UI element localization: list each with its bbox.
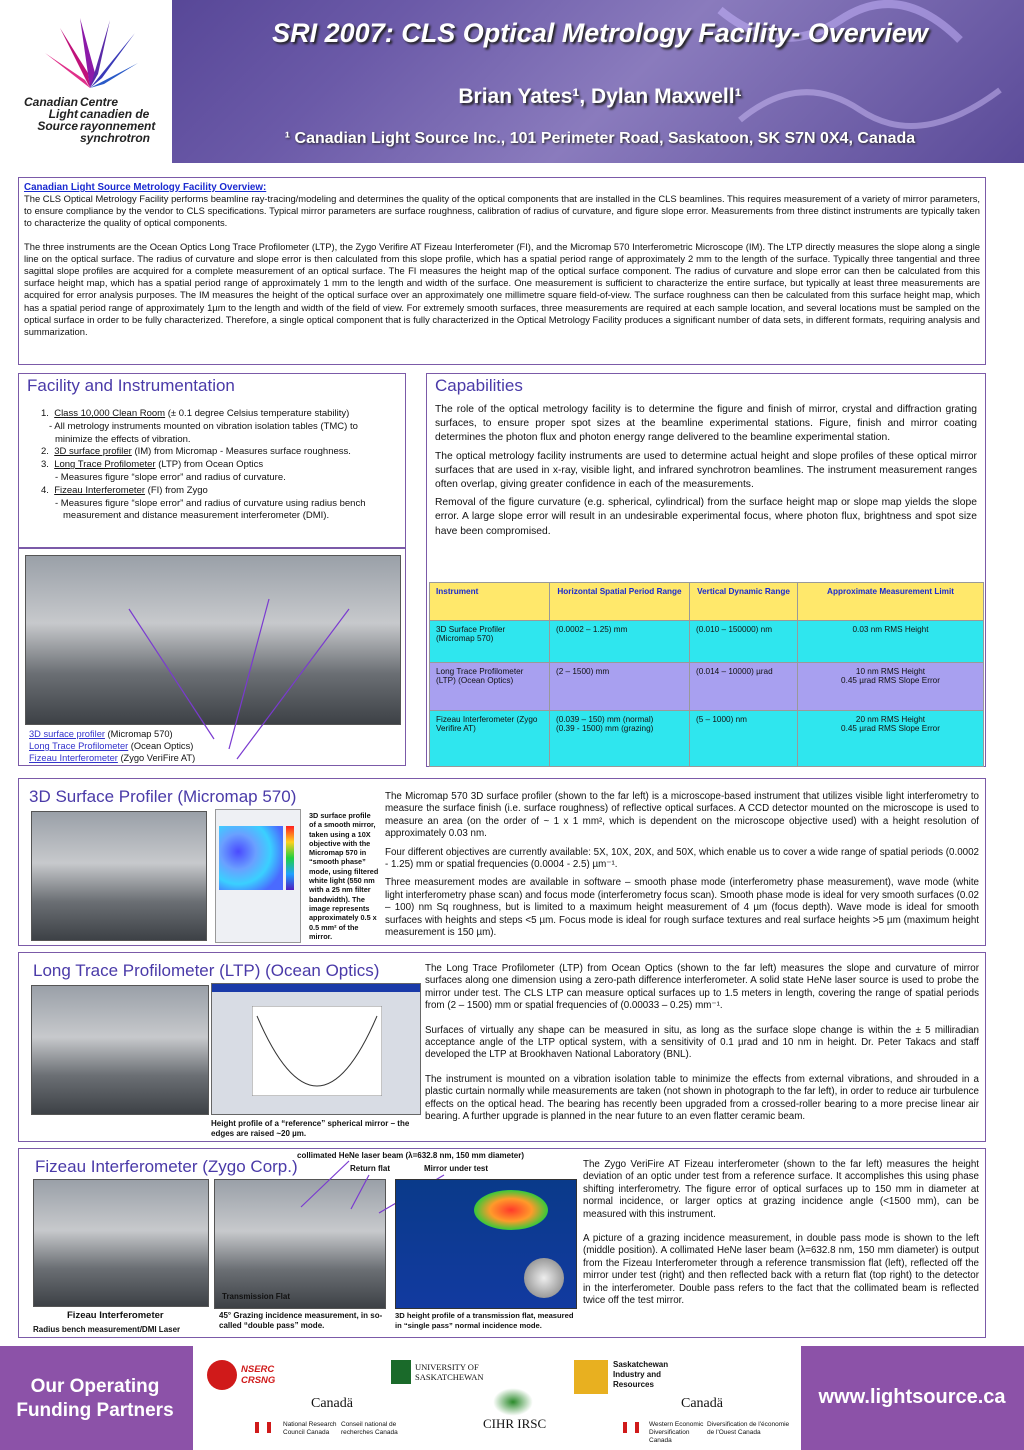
fizeau-paragraph-1: The Zygo VeriFire AT Fizeau interferometer (shown to the far left) measures the height deviation of an optic under test from a reference surface. It accomplishes this using phase shifting interferometry. The figure error of optical surfaces up to 150 mm in diameter at normal incidence, or larger optics at grazing incidence angle (<1500 mm), can be measured with this instrument. — [583, 1159, 979, 1220]
ltp-heading: Long Trace Profilometer (LTP) (Ocean Optics) — [33, 961, 380, 980]
sask-text: Saskatchewan Industry and Resources — [613, 1360, 669, 1389]
limit-slope: 0.45 µrad RMS Slope Error — [841, 724, 940, 733]
range-normal: (0.039 – 150) mm (normal) — [556, 715, 654, 724]
height-profile-chart — [252, 1006, 382, 1096]
capabilities-paragraph-2: The optical metrology facility instruments are used to determine actual height and slope profiles of these optical mirror surfaces that are used in x-ray, visible light, and infrared synchrotron beamlines. The instrument measurement ranges often overlap, giving greater confidence in each of the measurements. — [435, 450, 977, 491]
window-titlebar — [212, 984, 420, 992]
overview-paragraph-1: The CLS Optical Metrology Facility performs beamline ray-tracing/modeling and determines the quality of the optical components that are installed in the CLS beamlines. This requires measurement of a variety of mirror parameters, to ensure compliance by the vendor to CLS specifications. Typical mirror parameters are surface roughness, calibration of radius of curvature, and figure slope error. Measurements from three distinct instruments are typically taken to characterize the quality of optical components. — [24, 193, 980, 229]
facility-heading: Facility and Instrumentation — [27, 376, 235, 395]
micromap-photo — [31, 811, 207, 941]
caption-fizeau-link[interactable]: Fizeau Interferometer — [29, 753, 118, 763]
profiler-panel — [18, 778, 986, 946]
table-cell: Long Trace Profilometer (LTP) (Ocean Optics) — [430, 663, 550, 711]
col-instrument: Instrument — [430, 583, 550, 621]
nserc-logo-icon — [207, 1360, 237, 1390]
wed-text: Western Economic Diversification Canada — [649, 1421, 704, 1444]
table-cell — [550, 711, 690, 767]
interferometer-software-screenshot — [395, 1179, 577, 1309]
col-horizontal: Horizontal Spatial Period Range — [550, 583, 690, 621]
affiliation: ¹ Canadian Light Source Inc., 101 Perimeter Road, Saskatoon, SK S7N 0X4, Canada — [284, 130, 916, 147]
capabilities-paragraph-3: Removal of the figure curvature (e.g. spherical, cylindrical) from the surface height map or slope map yields the slope error. A large slope error will result in an undesirable experimental focus, where photon flux, brightness and spot size have been compromised. — [435, 497, 977, 537]
ltp-paragraph-1: The Long Trace Profilometer (LTP) from Ocean Optics (shown to the far left) measures the slope and curvature of mirror surfaces along one dimension using a zero-path difference interferometer. A solid state HeNe laser source is used to probe the mirror under test. The CLS LTP can measure optical surfaces up to 1.5 meters in length, covering the range of spatial periods from (2 – 1500) mm or spatial frequencies of (0.00033 – 0.25) mm⁻¹. — [425, 963, 979, 1012]
table-cell: (2 – 1500) mm — [550, 663, 690, 711]
ltp-paragraph-2: Surfaces of virtually any shape can be measured in situ, as long as the surface slope change is within the ± 5 milliradian acceptance angle of the LTP optical system, with a sensitivity of 0.1 µrad and 10 nm in height. Dr. Peter Takacs and staff developed the LTP at Brookhaven National Laboratory (BNL). — [425, 1024, 979, 1061]
caption-ltp-link[interactable]: Long Trace Profilometer — [29, 741, 129, 751]
profiler-paragraph-2: Four different objectives are currently available: 5X, 10X, 20X, and 50X, which enable us to cover a wide range of spatial periods (0.0002 - 1.25) mm or spatial frequencies (0.0004 - 2.5) µm⁻¹. — [385, 846, 979, 871]
profiler-heading: 3D Surface Profiler (Micromap 570) — [29, 787, 297, 806]
facility-panel: Facility and Instrumentation 1. Class 10,000 Clean Room (± 0.1 degree Celsius temperature stability) - All metrology instruments mounted on vibration isolation tables (TMC) to minimize the effects of vibration. 2. 3D surface profiler (IM) from Micromap - Measures surface roughness. 3. Long Trace Profilometer (LTP) from Ocean Optics - Measures figure “slope error” and radius of curvature. 4. Fizeau Interferometer (FI) from Zygo - Measures figure “slope error” and radius of curvature using radius bench measurement and distance measurement interferometer (DMI). — [18, 373, 406, 548]
surface-map-caption: 3D surface profile of a smooth mirror, taken using a 10X objective with the Micromap 570 in “smooth phase” mode, using filtered white light (550 nm with a 25 nm filter bandwidth). The image represents approximately 0.5 x 0.5 mm² of the mirror. — [309, 811, 379, 941]
fizeau-panel — [18, 1148, 986, 1338]
usask-crest-icon — [391, 1360, 411, 1384]
canada-wordmark-2: Canadä — [681, 1396, 723, 1411]
profiler-paragraph-1: The Micromap 570 3D surface profiler (shown to the far left) is a microscope-based instrument that utilizes visible light interferometry to measure the surface finish (i.e. surface roughness) of reflective optical surfaces. A CCD detector mounted on the microscope is used to measure an area (on the order of ~ 1 x 1 mm², which is dependent on the microscope objective used) with a height resolution of approximately 0.03 nm. — [385, 791, 979, 840]
nrc-text-fr: Conseil national de recherches Canada — [341, 1421, 398, 1436]
ltp-paragraph-3: The instrument is mounted on a vibration isolation table to minimize the effects from external vibrations, and shrouded in a plastic curtain normally while measurements are taken (not shown in photograph to the far left), in order to reduce air turbulence effects on the optical head. The bearing has recently been upgraded from a crossed-roller bearing to a more precise linear air bearing. A further upgrade is planned in the near future to an even flatter ceramic beam. — [425, 1073, 979, 1123]
col-limit: Approximate Measurement Limit — [798, 583, 984, 621]
maple-leaf-rays-icon — [40, 18, 140, 90]
fizeau-label: Fizeau Interferometer — [54, 484, 146, 496]
table-cell: (0.014 – 10000) µrad — [690, 663, 798, 711]
table-cell: 0.03 nm RMS Height — [798, 621, 984, 663]
height-profile-3d-plot — [474, 1190, 548, 1230]
logo-text-en: Canadian Light Source — [23, 95, 78, 133]
fizeau-photo — [33, 1179, 209, 1307]
range-grazing: (0.39 - 1500) mm (grazing) — [556, 724, 654, 733]
table-cell — [798, 711, 984, 767]
table-cell: (0.010 – 150000) nm — [690, 621, 798, 663]
transmission-flat-label: Transmission Flat — [222, 1292, 291, 1301]
grazing-caption: 45° Grazing incidence measurement, in so-called “double pass” mode. — [219, 1311, 383, 1330]
ltp-note: - Measures figure “slope error” and radius of curvature. — [55, 471, 286, 483]
fizeau-note: - Measures figure “slope error” and radius of curvature using radius bench measurement and distance measurement interferometer (DMI). — [55, 497, 366, 522]
col-vertical: Vertical Dynamic Range — [690, 583, 798, 621]
table-cell: 3D Surface Profiler (Micromap 570) — [430, 621, 550, 663]
profiler-paragraph-3: Three measurement modes are available in software – smooth phase mode (interferometry phase measurement), wave mode (white light interferometry phase scan) and focus mode (interferometry focus scan). Smooth phase mode is ideal for very smooth surfaces (0.02 – 100) nm Sq roughness, but is limited to a maximum height measurement of 4 µm (focus depth). Wave mode is ideal for smooth surfaces with heights and steps <5 µm. Focus mode is ideal for rough surface textures and real surface heights >5 µm (maximum height measurement is 150 µm). — [385, 877, 979, 939]
laser-beam-label: collimated HeNe laser beam (λ=632.8 nm, 150 mm diameter) — [297, 1151, 524, 1160]
canada-flag-icon — [623, 1422, 639, 1433]
table-cell: (5 – 1000) nm — [690, 711, 798, 767]
height-profile-caption: 3D height profile of a transmission flat, measured in “single pass” normal incidence mode. — [395, 1311, 574, 1330]
limit-slope: 0.45 µrad RMS Slope Error — [841, 676, 940, 685]
caption-ltp-text: (Ocean Optics) — [128, 741, 194, 751]
surface-map-plot — [219, 826, 283, 890]
profiler-label: 3D surface profiler — [54, 446, 132, 458]
return-flat-label: Return flat — [350, 1164, 390, 1173]
overview-paragraph-2: The three instruments are the Ocean Optics Long Trace Profilometer (LTP), the Zygo Verifire AT Fizeau Interferometer (FI), and the Micromap 570 Interferometric Microscope (IM). The LTP directly measures the slope along a single line on the optical surface. The radius of curvature and slope error is then calculated from this slope profile, which has a spatial period range of approximately 2 mm to the length of the surface. Typically three tangential and three sagittal slope profiles are acquired for a complete measurement of an optical surface. The FI measures the height map of the optical surface component. The radius of curvature and slope error can then be calculated from this surface height map, which has a spatial period range of approximately 1 mm to the length and width of the surface. One measurement is sufficient to characterize the entire surface, but typically at least three measurements are acquired for error analysis purposes. The IM measures the height of the optical surface over an approximately one millimetre square field-of-view. The surface roughness can then be calculated from this surface height map, which has a spatial period range of approximately 1µm to the length and width of the field of view. For extremely smooth surfaces, three measurements are required at each sample location, and several locations must be sampled on the optical surface in order to be fully characterized. Therefore, a single optical component that is fully characterized in the Optical Metrology Facility produces a significant number of data sets, in different formats, requiring analysis and summarization. — [24, 240, 980, 338]
overview-panel — [18, 177, 986, 365]
table-cell — [798, 663, 984, 711]
clean-room-label: Class 10,000 Clean Room — [54, 408, 166, 419]
table-cell: (0.0002 – 1.25) mm — [550, 621, 690, 663]
nserc-text: NSERC CRSNG — [241, 1364, 276, 1386]
canada-wordmark: Canadä — [311, 1396, 353, 1411]
nrc-text: National Research Council Canada — [283, 1421, 337, 1436]
logo-text-fr: Centre canadien de rayonnement synchrotron — [80, 95, 156, 145]
ltp-software-screenshot — [211, 983, 421, 1115]
ltp-label: Long Trace Profilometer — [54, 459, 156, 471]
usask-text: UNIVERSITY OF SASKATCHEWAN — [415, 1362, 484, 1382]
ltp-detail: (LTP) from Ocean Optics — [155, 459, 264, 471]
cihr-text: CIHR IRSC — [483, 1416, 547, 1431]
interferogram-image — [524, 1258, 564, 1298]
clean-room-note: - All metrology instruments mounted on vibration isolation tables (TMC) to minimize the effects of vibration. — [49, 420, 358, 445]
fizeau-detail: (FI) from Zygo — [145, 484, 208, 496]
fizeau-photo-caption: Fizeau Interferometer — [67, 1310, 164, 1321]
ltp-photo — [31, 985, 209, 1115]
ltp-chart-caption: Height profile of a “reference” spherical mirror – the edges are raised ~20 µm. — [211, 1119, 410, 1138]
surface-map-image — [215, 809, 301, 943]
poster-title: SRI 2007: CLS Optical Metrology Facility- Overview — [272, 18, 928, 48]
wed-text-fr: Diversification de l'économie de l'Ouest Canada — [707, 1421, 790, 1436]
website-link[interactable]: www.lightsource.ca — [818, 1386, 1006, 1408]
limit-height: 20 nm RMS Height — [855, 715, 926, 724]
cihr-logo-icon — [493, 1388, 533, 1416]
clean-room-detail: (± 0.1 degree Celsius temperature stability) — [165, 408, 350, 419]
caption-profiler-text: (Micromap 570) — [104, 729, 173, 739]
limit-height: 10 nm RMS Height — [855, 667, 926, 676]
ltp-panel — [18, 952, 986, 1142]
cls-logo — [0, 0, 172, 163]
color-scale-bar — [286, 826, 294, 890]
table-cell: Fizeau Interferometer (Zygo Verifire AT) — [430, 711, 550, 767]
fizeau-photo-subcaption: Radius bench measurement/DMI Laser — [33, 1325, 181, 1334]
fizeau-heading: Fizeau Interferometer (Zygo Corp.) — [35, 1157, 298, 1176]
mirror-under-test-label: Mirror under test — [424, 1164, 489, 1173]
caption-profiler-link[interactable]: 3D surface profiler — [29, 729, 105, 739]
facility-photo-panel — [18, 548, 406, 766]
authors: Brian Yates¹, Dylan Maxwell¹ — [458, 85, 742, 108]
sponsors-panel — [193, 1346, 801, 1450]
profiler-detail: (IM) from Micromap - Measures surface roughness. — [131, 446, 351, 458]
capabilities-paragraph-1: The role of the optical metrology facility is to determine the figure and finish of mirror, crystal and diffraction grating surfaces, to ensure proper spot sizes at the beamline experimental stations. Figure, finish and mirror coating determines the photon flux and photon energy range delivered to the beamline experimental station. — [435, 404, 977, 444]
fizeau-paragraph-2: A picture of a grazing incidence measurement, in double pass mode is shown to the left (middle position). A collimated HeNe laser beam (λ=632.8 nm, 150 mm diameter) is output from the Fizeau Interferometer through a reference transmission flat (left), reflected off the mirror under test (right) and then reflected back with a return flat (top right) to the detector in the interferometer. Double pass refers to the fact that the collimated beam is reflected twice off the test mirror. — [583, 1233, 979, 1307]
overview-heading: Canadian Light Source Metrology Facility Overview: — [24, 182, 267, 193]
funding-partners-label: Our Operating Funding Partners — [16, 1376, 174, 1421]
sask-wheat-icon — [574, 1360, 608, 1394]
caption-fizeau-text: (Zygo VeriFire AT) — [117, 753, 196, 763]
capabilities-panel — [426, 373, 986, 767]
capabilities-table — [429, 582, 984, 767]
canada-flag-icon — [255, 1422, 271, 1433]
capabilities-heading: Capabilities — [435, 376, 523, 395]
